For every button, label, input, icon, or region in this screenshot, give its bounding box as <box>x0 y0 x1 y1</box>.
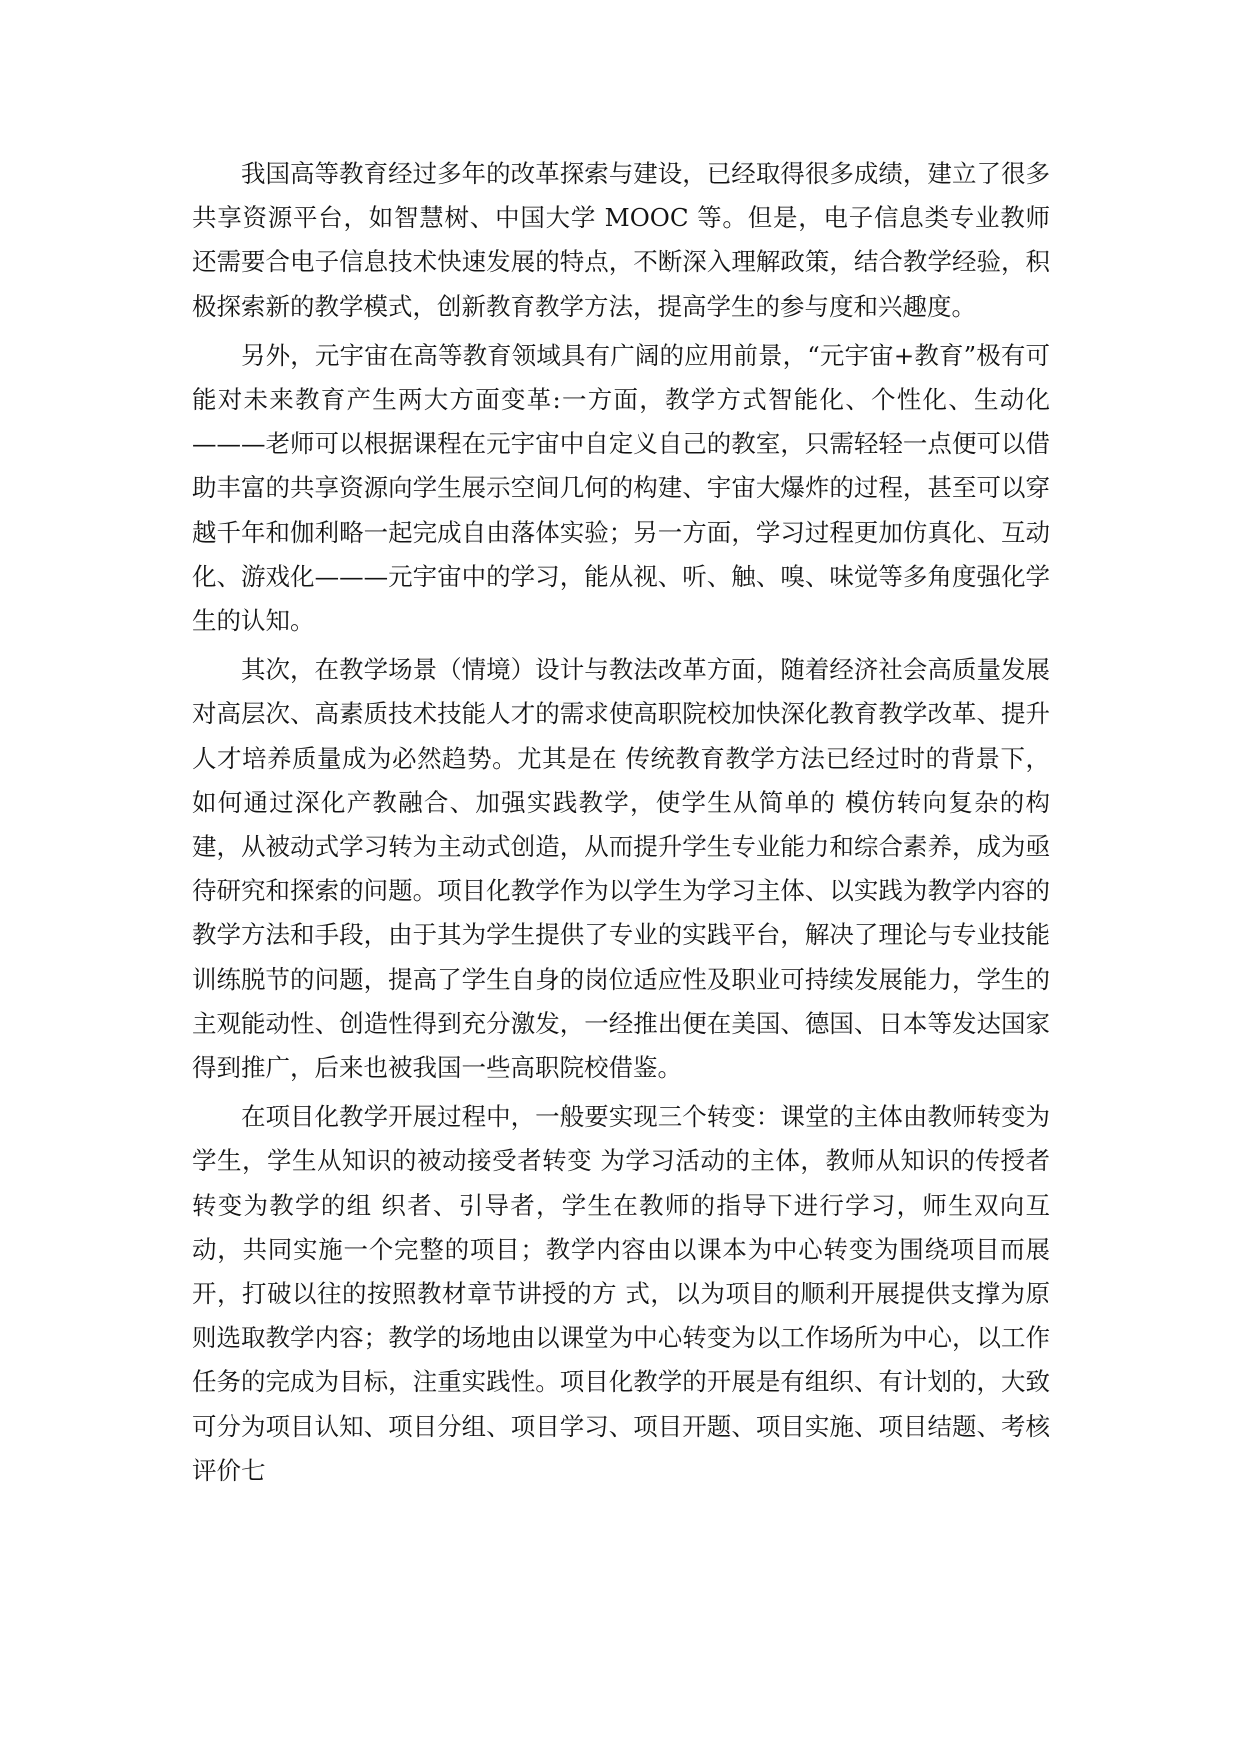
paragraph-2: 另外，元宇宙在高等教育领域具有广阔的应用前景，“元宇宙+教育”极有可能对未来教育产生两大方面变革:一方面，教学方式智能化、个性化、生动化———老师可以根据课程在元宇宙中自定义自己的教室，只需轻轻一点便可以借助丰富的共享资源向学生展示空间几何的构建、宇宙大爆炸的过程，甚至可以穿越千年和伽利略一起完成自由落体实验；另一方面，学习过程更加仿真化、互动化、游戏化———元宇宙中的学习，能从视、听、触、嗅、味觉等多角度强化学生的认知。 <box>192 340 1050 636</box>
paragraph-1: 我国高等教育经过多年的改革探索与建设，已经取得很多成绩，建立了很多共享资源平台，如智慧树、中国大学 MOOC 等。但是，电子信息类专业教师还需要合电子信息技术快速发展的特点，不断深入理解政策，结合教学经验，积极探索新的教学模式，创新教育教学方法，提高学生的参与度和兴趣度。 <box>192 159 1050 321</box>
body-text <box>192 152 1050 1498</box>
paragraph-4: 在项目化教学开展过程中，一般要实现三个转变：课堂的主体由教师转变为学生，学生从知识的被动接受者转变 为学习活动的主体，教师从知识的传授者转变为教学的组 织者、引导者，学生在教师的指导下进行学习，师生双向互动，共同实施一个完整的项目；教学内容由以课本为中心转变为围绕项目而展开，打破以往的按照教材章节讲授的方 式，以为项目的顺利开展提供支撑为原则选取教学内容；教学的场地由以课堂为中心转变为以工作场所为中心，以工作任务的完成为目标，注重实践性。项目化教学的开展是有组织、有计划的，大致可分为项目认知、项目分组、项目学习、项目开题、项目实施、项目结题、考核评价七 <box>192 1102 1050 1485</box>
paragraph-3: 其次，在教学场景（情境）设计与教法改革方面，随着经济社会高质量发展对高层次、高素质技术技能人才的需求使高职院校加快深化教育教学改革、提升人才培养质量成为必然趋势。尤其是在 传统教育教学方法已经过时的背景下，如何通过深化产教融合、加强实践教学，使学生从简单的 模仿转向复杂的构建，从被动式学习转为主动式创造，从而提升学生专业能力和综合素养，成为亟待研究和探索的问题。项目化教学作为以学生为学习主体、以实践为教学内容的教学方法和手段，由于其为学生提供了专业的实践平台，解决了理论与专业技能训练脱节的问题，提高了学生自身的岗位适应性及职业可持续发展能力，学生的主观能动性、创造性得到充分激发，一经推出便在美国、德国、日本等发达国家得到推广，后来也被我国一些高职院校借鉴。 <box>192 655 1050 1083</box>
